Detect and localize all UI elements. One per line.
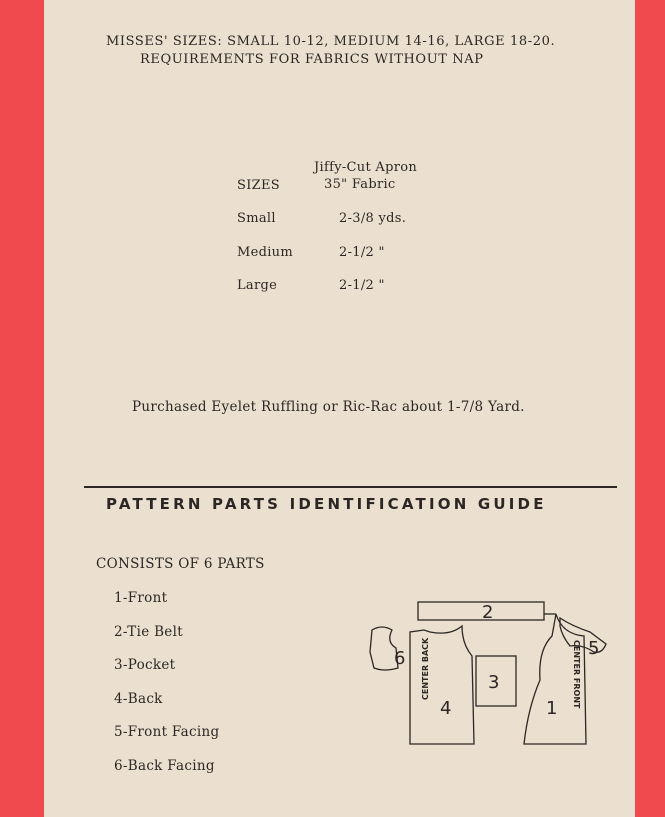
- amount-large: 2-1/2 ": [339, 278, 385, 293]
- trim-note: Purchased Eyelet Ruffling or Ric-Rac about 1-7/8 Yard.: [132, 399, 525, 415]
- tie-belt-piece: [418, 602, 544, 620]
- table-header-fabric: 35" Fabric: [324, 177, 396, 192]
- part-item: 6-Back Facing: [114, 758, 215, 774]
- pattern-pieces-diagram: [312, 596, 612, 756]
- guide-title: PATTERN PARTS IDENTIFICATION GUIDE: [106, 495, 547, 513]
- part-item: 4-Back: [114, 691, 163, 707]
- label-2: 2: [482, 602, 494, 623]
- label-6: 6: [394, 648, 406, 669]
- amount-small: 2-3/8 yds.: [339, 211, 407, 226]
- center-front-label: CENTER FRONT: [572, 640, 581, 709]
- amount-medium: 2-1/2 ": [339, 245, 385, 260]
- size-label-small: Small: [237, 211, 276, 226]
- part-item: 3-Pocket: [114, 657, 176, 673]
- misses-sizes-line: MISSES' SIZES: SMALL 10-12, MEDIUM 14-16, LARGE 18-20.: [106, 34, 556, 49]
- size-label-large: Large: [237, 278, 278, 293]
- table-header-apron: Jiffy-Cut Apron: [314, 160, 418, 175]
- pattern-envelope-page: [44, 0, 635, 817]
- section-divider: [84, 486, 617, 488]
- requirements-line: REQUIREMENTS FOR FABRICS WITHOUT NAP: [140, 52, 484, 67]
- parts-count: CONSISTS OF 6 PARTS: [96, 556, 265, 572]
- center-back-label: CENTER BACK: [421, 637, 430, 700]
- label-3: 3: [488, 672, 500, 693]
- label-4: 4: [440, 698, 452, 719]
- size-label-medium: Medium: [237, 245, 293, 260]
- back-piece: [410, 626, 474, 744]
- part-item: 1-Front: [114, 590, 168, 606]
- label-1: 1: [546, 698, 558, 719]
- part-item: 5-Front Facing: [114, 724, 220, 740]
- table-header-sizes: SIZES: [237, 178, 280, 193]
- label-5: 5: [588, 638, 600, 659]
- part-item: 2-Tie Belt: [114, 624, 183, 640]
